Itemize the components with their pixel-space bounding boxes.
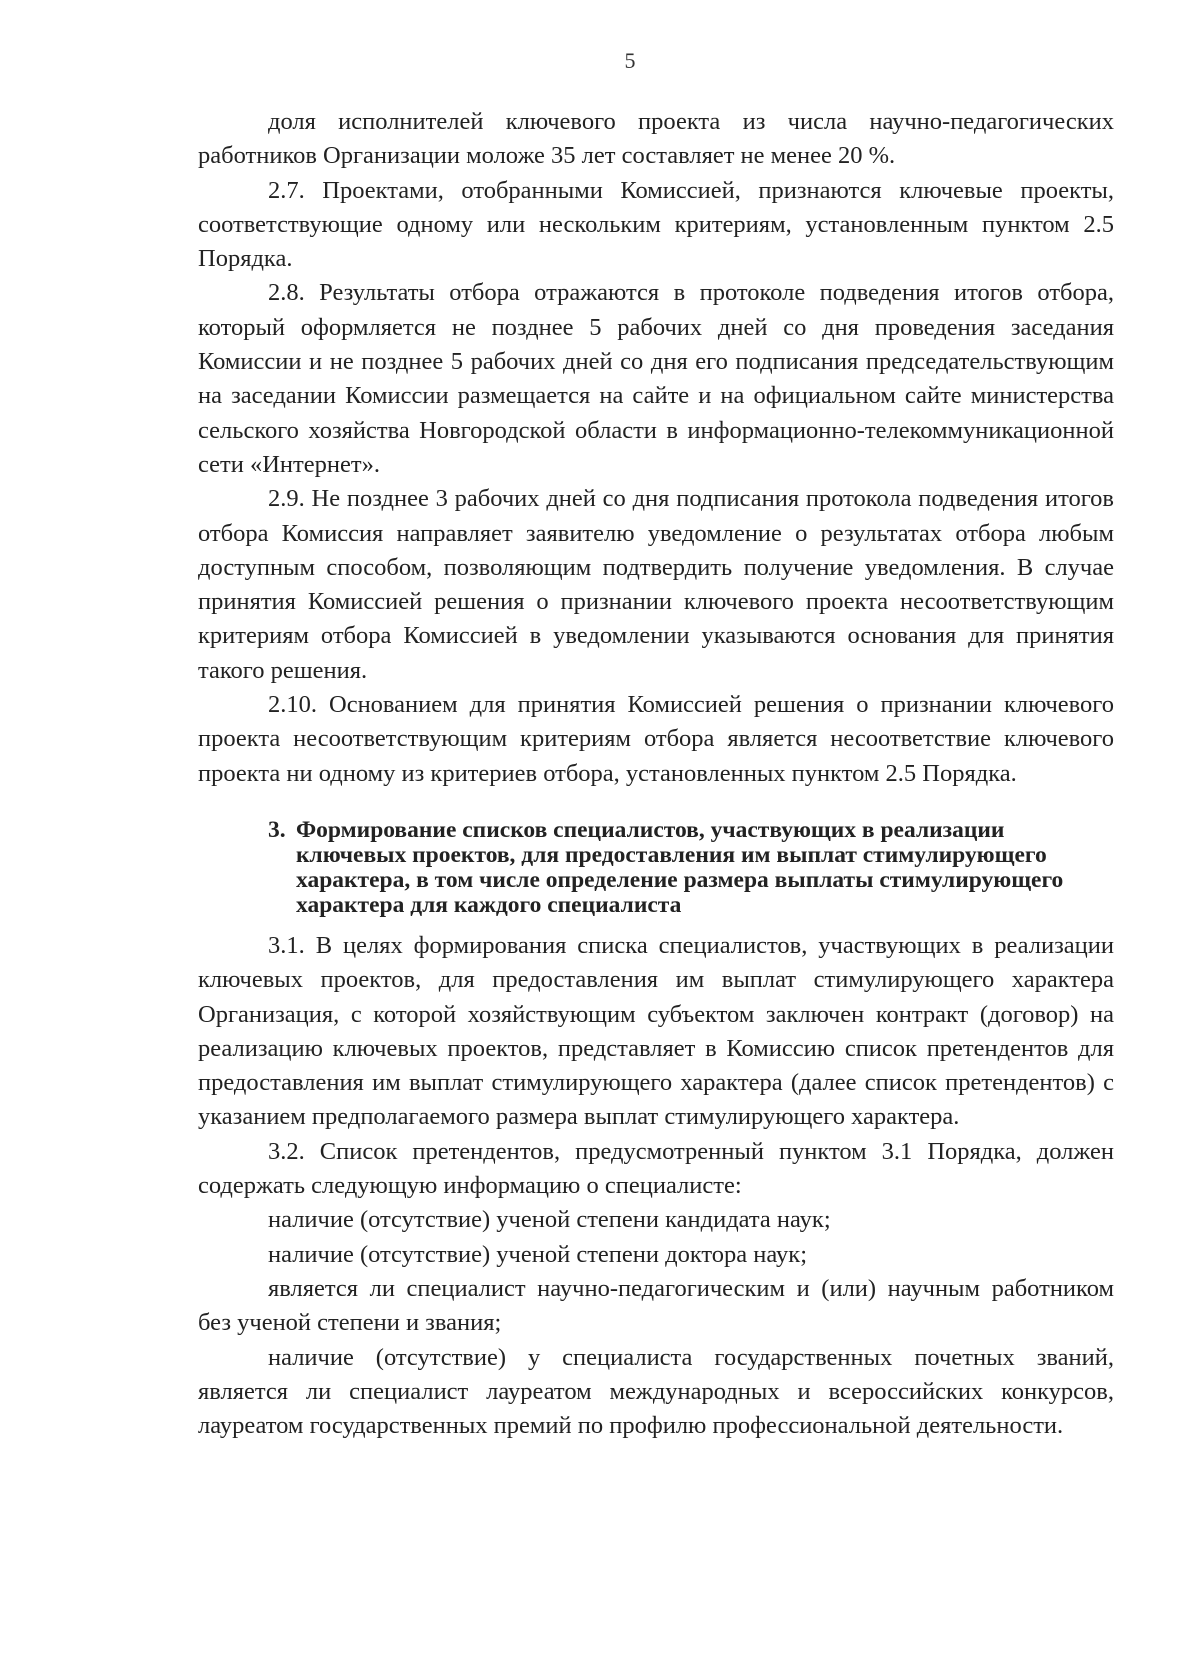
- list-item-doctor-degree: наличие (отсутствие) ученой степени доктора наук;: [268, 1240, 807, 1268]
- section-heading: [198, 818, 1114, 918]
- paragraph-2-7: 2.7. Проектами, отобранными Комиссией, признаются ключевые проекты, соответствующие одному или нескольким критериям, установленным пунктом 2.5 Порядка.: [198, 176, 1114, 273]
- paragraph-3-2: 3.2. Список претендентов, предусмотренный пунктом 3.1 Порядка, должен содержать следующую информацию о специалисте:: [198, 1137, 1114, 1200]
- list-item-honorary-titles: наличие (отсутствие) у специалиста государственных почетных званий, является ли специалист лауреатом международных и всероссийских конкурсов, лауреатом государственных премий по профилю профессиональной деятельности.: [198, 1343, 1114, 1440]
- paragraph-2-10: 2.10. Основанием для принятия Комиссией решения о признании ключевого проекта несоответствующим критериям отбора является несоответствие ключевого проекта ни одному из критериев отбора, установленных пунктом 2.5 Порядка.: [198, 691, 1114, 787]
- section-title: Формирование списков специалистов, участвующих в реализации ключевых проектов, для предоставления им выплат стимулирующего характера, в том числе определение размера выплаты стимулирующего характера для каждого специалиста: [296, 816, 1064, 918]
- paragraph-continuation: доля исполнителей ключевого проекта из числа научно-педагогических работников Организации моложе 35 лет составляет не менее 20 %.: [198, 108, 1114, 170]
- list-item-researcher-status: является ли специалист научно-педагогическим и (или) научным работником без ученой степени и звания;: [198, 1274, 1114, 1337]
- document-body: [198, 105, 1114, 1443]
- paragraph-2-8: 2.8. Результаты отбора отражаются в протоколе подведения итогов отбора, который оформляется не позднее 5 рабочих дней со дня проведения заседания Комиссии и не позднее 5 рабочих дней со дня его подписания председательствующим на заседании Комиссии размещается на сайте и на официальном сайте министерства сельского хозяйства Новгородской области в информационно-телекоммуникационной сети «Интернет».: [198, 279, 1114, 478]
- list-item-candidate-degree: наличие (отсутствие) ученой степени кандидата наук;: [268, 1206, 831, 1234]
- paragraph-3-1: 3.1. В целях формирования списка специалистов, участвующих в реализации ключевых проектов, для предоставления им выплат стимулирующего характера Организация, с которой хозяйствующим субъектом заключен контракт (договор) на реализацию ключевых проектов, представляет в Комиссию список претендентов для предоставления им выплат стимулирующего характера (далее список претендентов) с указанием предполагаемого размера выплат стимулирующего характера.: [198, 931, 1114, 1131]
- page-number: 5: [624, 48, 636, 73]
- paragraph-2-9: 2.9. Не позднее 3 рабочих дней со дня подписания протокола подведения итогов отбора Комиссия направляет заявителю уведомление о результатах отбора любым доступным способом, позволяющим подтвердить получение уведомления. В случае принятия Комиссией решения о признании ключевого проекта несоответствующим критериям отбора Комиссией в уведомлении указываются основания для принятия такого решения.: [198, 485, 1114, 684]
- section-number: 3.: [268, 816, 286, 843]
